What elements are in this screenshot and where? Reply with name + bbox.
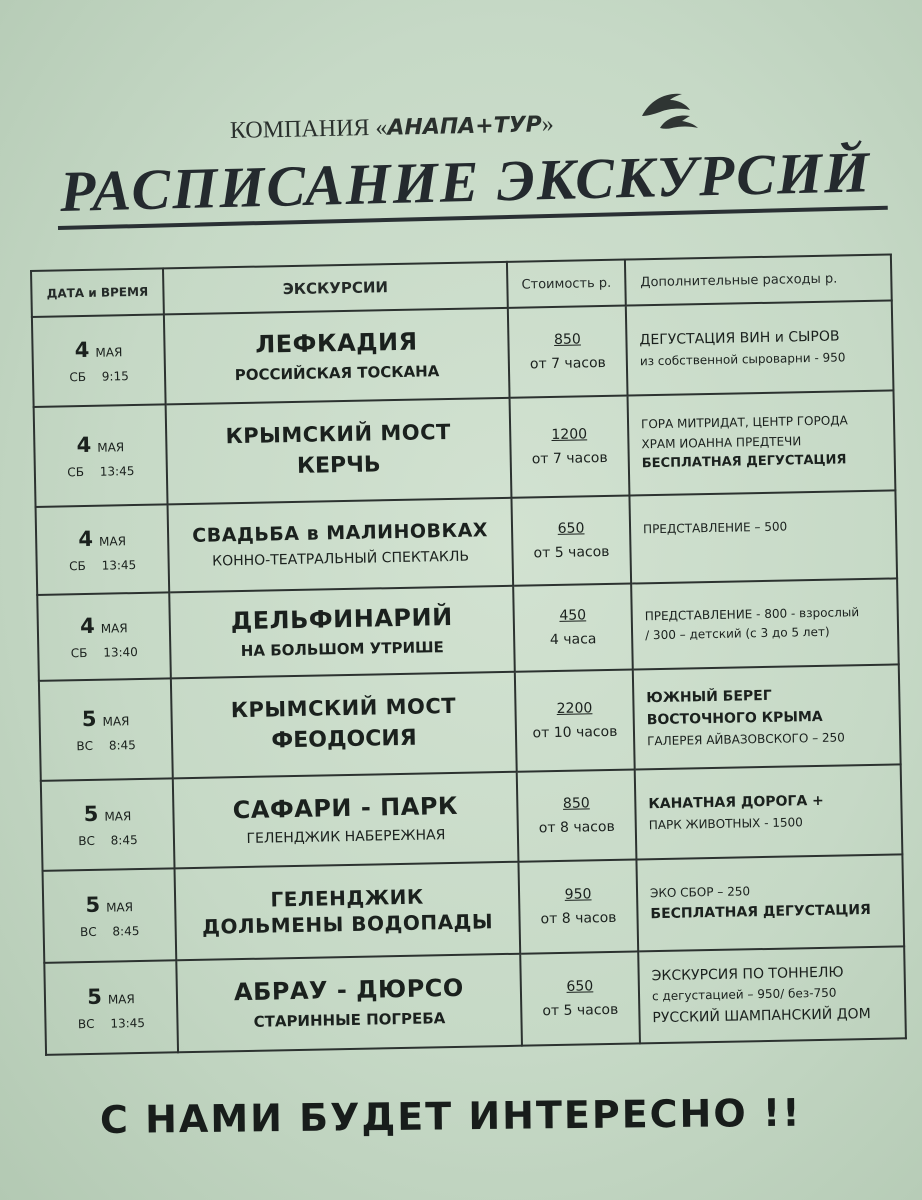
excursion-title: АБРАУ - ДЮРСО — [233, 973, 465, 1007]
date-cell — [41, 778, 175, 871]
excursion-subtitle: КЕРЧЬ — [296, 452, 381, 480]
extra-line: ВОСТОЧНОГО КРЫМА — [646, 709, 823, 729]
price: 2200 — [556, 700, 593, 717]
cost-cell — [508, 306, 628, 398]
extra-line: ЭКО СБОР – 250 — [649, 884, 751, 901]
time: 13:45 — [99, 463, 135, 479]
company-prefix: КОМПАНИЯ « — [229, 114, 388, 144]
price: 850 — [562, 795, 590, 812]
excursion-title: КРЫМСКИЙ МОСТ — [230, 693, 457, 723]
excursion-subtitle: СТАРИННЫЕ ПОГРЕБА — [253, 1009, 446, 1031]
time: 13:45 — [110, 1015, 146, 1031]
header-extra: Дополнительные расходы р. — [625, 254, 892, 305]
day: 5 — [81, 706, 97, 731]
weekday: СБ — [69, 558, 86, 573]
duration: от 8 часов — [540, 909, 617, 928]
price: 950 — [564, 886, 592, 903]
price: 650 — [566, 978, 594, 995]
extra-line: ПАРК ЖИВОТНЫХ - 1500 — [648, 814, 803, 832]
duration: от 7 часов — [529, 354, 606, 373]
company-line — [230, 111, 554, 145]
header-date: ДАТА и ВРЕМЯ — [31, 268, 164, 317]
price: 450 — [559, 607, 587, 624]
month: МАЯ — [95, 344, 123, 360]
header-excursion: ЭКСКУРСИИ — [163, 262, 508, 315]
table-row — [36, 490, 898, 594]
excursion-title: КРЫМСКИЙ МОСТ — [225, 420, 452, 449]
duration: 4 часа — [549, 631, 597, 649]
excursion-cell — [164, 308, 510, 405]
extra-cell — [626, 300, 894, 395]
excursion-cell — [173, 772, 519, 869]
extra-line: ПРЕДСТАВЛЕНИЕ - 800 - взрослый — [644, 604, 860, 624]
duration: от 5 часов — [533, 543, 610, 562]
date-cell — [37, 592, 171, 681]
cost-cell — [517, 769, 637, 861]
time: 9:15 — [101, 368, 129, 384]
time: 13:40 — [103, 644, 138, 660]
header-cost: Стоимость р. — [507, 260, 626, 308]
excursion-cell — [171, 672, 517, 779]
extra-line: ГАЛЕРЕЯ АЙВАЗОВСКОГО – 250 — [647, 730, 846, 749]
cost-cell — [518, 859, 638, 953]
cost-cell — [510, 396, 630, 498]
time: 8:45 — [110, 832, 138, 848]
excursion-cell — [175, 862, 521, 961]
month: МАЯ — [105, 899, 134, 915]
date-cell — [32, 314, 166, 407]
excursion-subtitle: ДОЛЬМЕНЫ ВОДОПАДЫ — [201, 909, 494, 939]
schedule-table-wrapper — [30, 253, 905, 1055]
extra-cell — [638, 946, 906, 1043]
excursion-subtitle: КОННО-ТЕАТРАЛЬНЫЙ СПЕКТАКЛЬ — [212, 548, 470, 570]
cost-cell — [511, 496, 631, 586]
duration: от 5 часов — [542, 1001, 619, 1020]
extra-line: ДЕГУСТАЦИЯ ВИН и СЫРОВ — [639, 328, 840, 349]
time: 8:45 — [112, 923, 140, 939]
month: МАЯ — [97, 439, 125, 455]
weekday: СБ — [69, 369, 87, 384]
table-row — [37, 578, 898, 680]
cost-cell — [515, 670, 635, 772]
month: МАЯ — [104, 808, 132, 824]
company-suffix: » — [541, 111, 555, 138]
month: МАЯ — [98, 533, 127, 549]
day: 4 — [78, 526, 94, 551]
excursion-subtitle: НА БОЛЬШОМ УТРИШЕ — [240, 638, 444, 661]
extra-cell — [633, 664, 901, 769]
day: 5 — [86, 984, 103, 1009]
extra-cell — [631, 578, 899, 669]
excursion-title: ДЕЛЬФИНАРИЙ — [230, 602, 453, 636]
table-row — [39, 664, 901, 780]
weekday: СБ — [70, 645, 88, 660]
day: 4 — [76, 432, 92, 457]
extra-line: БЕСПЛАТНАЯ ДЕГУСТАЦИЯ — [641, 452, 847, 472]
weekday: ВС — [76, 738, 94, 753]
table-row — [44, 946, 906, 1054]
extra-cell — [629, 490, 897, 583]
extra-line: ЭКСКУРСИЯ ПО ТОННЕЛЮ — [651, 964, 844, 985]
extra-line: ЮЖНЫЙ БЕРЕГ — [646, 687, 772, 707]
extra-line: БЕСПЛАТНАЯ ДЕГУСТАЦИЯ — [650, 902, 871, 923]
day: 4 — [79, 613, 95, 638]
dolphin-logo-icon — [640, 86, 700, 132]
time: 13:45 — [101, 557, 137, 573]
date-cell — [39, 678, 173, 781]
day: 5 — [83, 801, 99, 826]
excursion-subtitle: ФЕОДОСИЯ — [271, 726, 417, 754]
footer-slogan: С НАМИ БУДЕТ ИНТЕРЕСНО !! — [99, 1090, 802, 1142]
excursion-subtitle: РОССИЙСКАЯ ТОСКАНА — [234, 362, 440, 385]
price: 850 — [553, 331, 581, 348]
day: 5 — [85, 892, 101, 917]
month: МАЯ — [100, 620, 128, 636]
cost-cell — [513, 584, 633, 672]
month: МАЯ — [107, 991, 135, 1007]
duration: от 8 часов — [538, 818, 615, 837]
date-cell — [36, 504, 170, 595]
cost-cell — [520, 951, 640, 1045]
table-row — [41, 764, 903, 870]
schedule-table — [30, 253, 907, 1055]
extra-line: КАНАТНАЯ ДОРОГА + — [648, 793, 824, 813]
date-cell — [43, 868, 177, 963]
excursion-title: СВАДЬБА в МАЛИНОВКАХ — [192, 519, 489, 547]
extra-line: с дегустацией – 950/ без-750 — [651, 986, 837, 1004]
table-row — [32, 300, 894, 406]
table-row — [34, 390, 896, 506]
time: 8:45 — [108, 737, 136, 753]
weekday: СБ — [67, 464, 85, 479]
extra-line: ПРЕДСТАВЛЕНИЕ – 500 — [642, 519, 788, 537]
table-row — [43, 854, 905, 962]
price: 1200 — [551, 426, 588, 444]
weekday: ВС — [79, 924, 97, 939]
excursion-cell — [168, 498, 514, 593]
duration: от 7 часов — [531, 449, 608, 468]
extra-line: ХРАМ ИОАННА ПРЕДТЕЧИ — [641, 433, 802, 451]
date-cell — [34, 404, 168, 507]
excursion-cell — [166, 398, 512, 505]
extra-line: ГОРА МИТРИДАТ, ЦЕНТР ГОРОДА — [640, 413, 848, 432]
duration: от 10 часов — [532, 723, 618, 742]
date-cell — [44, 960, 178, 1055]
page-title: РАСПИСАНИЕ ЭКСКУРСИЙ — [59, 139, 872, 224]
excursion-title: ЛЕФКАДИЯ — [255, 327, 418, 359]
day: 4 — [74, 337, 90, 362]
extra-line: из собственной сыроварни - 950 — [639, 349, 846, 368]
weekday: ВС — [77, 1016, 95, 1031]
extra-cell — [635, 764, 903, 859]
excursion-cell — [176, 954, 522, 1053]
weekday: ВС — [78, 833, 96, 848]
extra-cell — [628, 390, 896, 495]
excursion-title: ГЕЛЕНДЖИК — [270, 884, 424, 912]
company-name: АНАПА+ТУР — [387, 112, 543, 141]
excursion-cell — [169, 586, 515, 679]
excursion-subtitle: ГЕЛЕНДЖИК НАБЕРЕЖНАЯ — [246, 826, 446, 847]
extra-line: / 300 – детский (с 3 до 5 лет) — [644, 624, 830, 643]
month: МАЯ — [102, 713, 130, 729]
extra-cell — [636, 854, 904, 951]
excursion-title: САФАРИ - ПАРК — [232, 791, 459, 824]
extra-line: РУССКИЙ ШАМПАНСКИЙ ДОМ — [652, 1005, 871, 1026]
price: 650 — [557, 520, 585, 537]
